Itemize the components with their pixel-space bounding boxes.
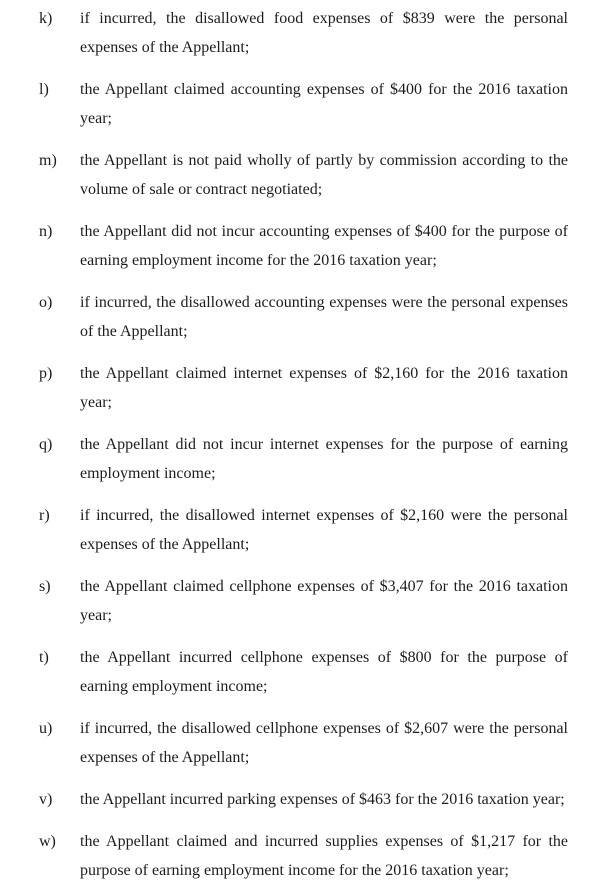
item-marker: v) — [39, 791, 53, 808]
item-text: the Appellant claimed cellphone expenses of $3,407 for the 2016 taxation year; — [80, 578, 568, 624]
item-text: the Appellant did not incur accounting expenses of $400 for the purpose of earning employment income for the 2016 taxation year; — [80, 223, 568, 269]
item-text: the Appellant claimed internet expenses of $2,160 for the 2016 taxation year; — [80, 365, 568, 411]
item-marker: w) — [39, 833, 56, 850]
list-item — [0, 217, 613, 275]
item-marker: p) — [39, 365, 53, 382]
list-item — [0, 827, 613, 885]
item-text: the Appellant claimed accounting expenses of $400 for the 2016 taxation year; — [80, 81, 568, 127]
item-marker: m) — [39, 152, 57, 169]
item-marker: t) — [39, 649, 49, 666]
item-marker: u) — [39, 720, 53, 737]
item-marker: o) — [39, 294, 53, 311]
item-text: the Appellant is not paid wholly of partly by commission according to the volume of sale or contract negotiated; — [80, 152, 568, 198]
list-item — [0, 4, 613, 62]
item-marker: q) — [39, 436, 53, 453]
item-marker: k) — [39, 10, 53, 27]
list-item — [0, 430, 613, 488]
item-text: the Appellant incurred parking expenses of $463 for the 2016 taxation year; — [80, 791, 565, 808]
item-marker: l) — [39, 81, 49, 98]
list-item — [0, 288, 613, 346]
list-item — [0, 359, 613, 417]
list-item — [0, 501, 613, 559]
item-marker: s) — [39, 578, 51, 595]
list-item — [0, 714, 613, 772]
item-text: if incurred, the disallowed internet expenses of $2,160 were the personal expenses of the Appellant; — [80, 507, 568, 553]
list-item — [0, 572, 613, 630]
item-marker: n) — [39, 223, 53, 240]
item-text: if incurred, the disallowed accounting expenses were the personal expenses of the Appellant; — [80, 294, 568, 340]
item-text: if incurred, the disallowed cellphone expenses of $2,607 were the personal expenses of the Appellant; — [80, 720, 568, 766]
item-text: if incurred, the disallowed food expenses of $839 were the personal expenses of the Appellant; — [80, 10, 568, 56]
item-text: the Appellant did not incur internet expenses for the purpose of earning employment income; — [80, 436, 568, 482]
list-item — [0, 643, 613, 701]
list-item — [0, 146, 613, 204]
item-text: the Appellant incurred cellphone expenses of $800 for the purpose of earning employment income; — [80, 649, 568, 695]
list-item — [0, 785, 613, 814]
item-text: the Appellant claimed and incurred supplies expenses of $1,217 for the purpose of earning employment income for the 2016 taxation year; — [80, 833, 568, 879]
item-marker: r) — [39, 507, 50, 524]
lettered-list — [0, 4, 613, 885]
list-item — [0, 75, 613, 133]
